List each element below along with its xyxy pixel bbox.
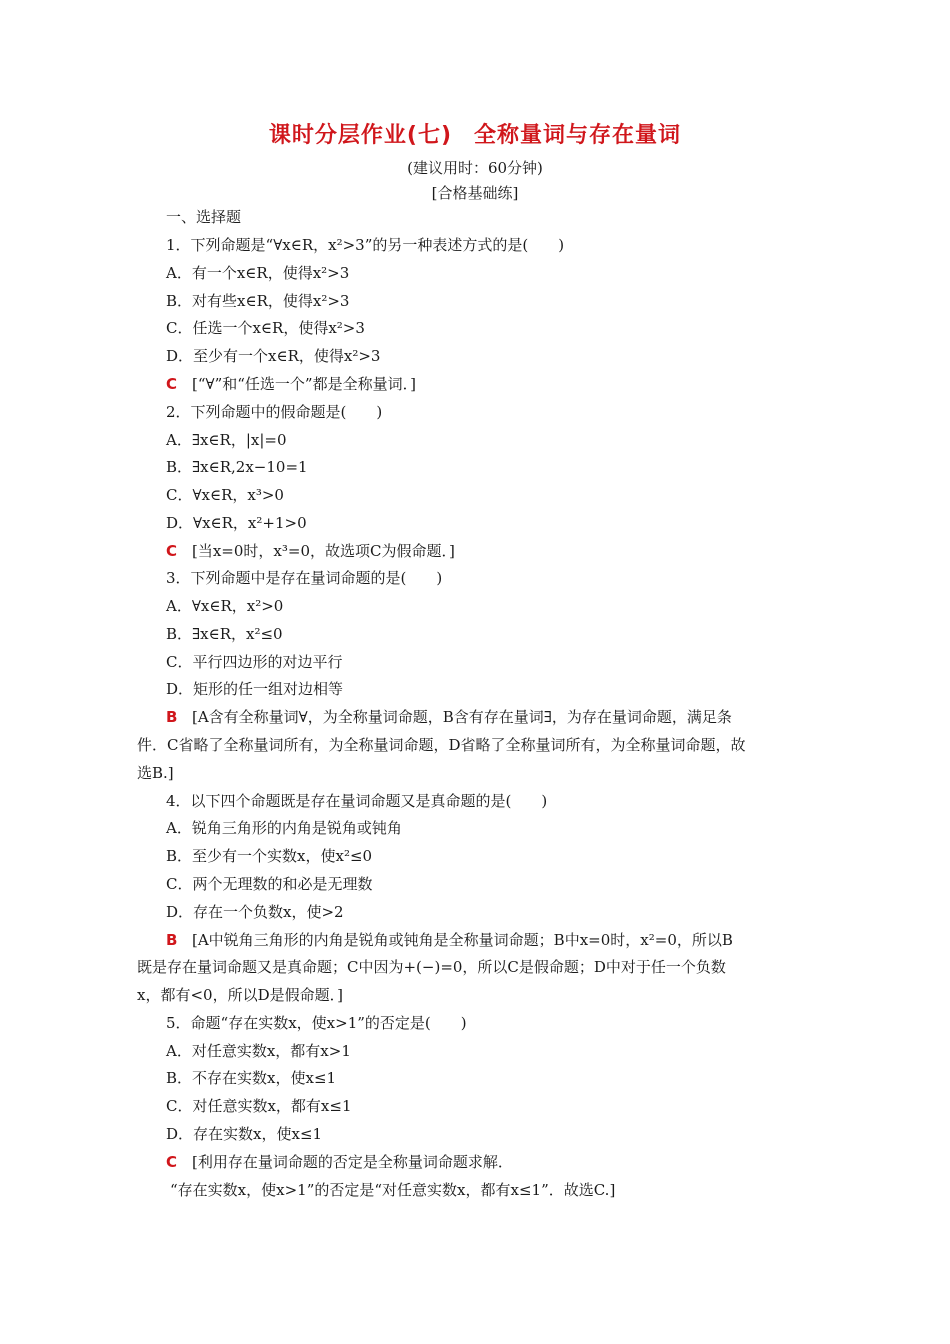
q4-option-c: C．两个无理数的和必是无理数	[166, 875, 373, 893]
answer-letter: C	[166, 375, 178, 393]
q5-option-a: A．对任意实数x，都有x>1	[166, 1042, 351, 1060]
q2-answer: C [当x=0时，x³=0，故选项C为假命题．]	[166, 542, 455, 560]
section-heading: 一、选择题	[166, 208, 242, 226]
q1-answer: C [“∀”和“任选一个”都是全称量词．]	[166, 375, 416, 393]
q5-explain-cont: “存在实数x，使x>1”的否定是“对任意实数x，都有x≤1”．故选C.]	[170, 1181, 616, 1199]
level-label: [合格基础练]	[431, 184, 519, 202]
q4-option-b: B．至少有一个实数x，使x²≤0	[166, 847, 373, 865]
q5-option-d: D．存在实数x，使x≤1	[166, 1125, 323, 1143]
q1-option-c: C．任选一个x∈R，使得x²>3	[166, 319, 365, 337]
q5-option-b: B．不存在实数x，使x≤1	[166, 1069, 337, 1087]
q2-option-d: D．∀x∈R，x²+1>0	[166, 514, 307, 532]
time-note: (建议用时：60分钟)	[407, 159, 543, 177]
q5-stem: 5．命题“存在实数x，使x>1”的否定是( )	[166, 1014, 467, 1032]
q3-answer: B [A含有全称量词∀，为全称量词命题，B含有存在量词∃，为存在量词命题，满足条	[166, 708, 732, 726]
q1-stem: 1．下列命题是“∀x∈R，x²>3”的另一种表述方式的是( )	[166, 236, 565, 254]
answer-letter: C	[166, 542, 178, 560]
q4-stem: 4．以下四个命题既是存在量词命题又是真命题的是( )	[166, 792, 548, 810]
q3-explain-cont: 选B.]	[137, 764, 174, 782]
q3-option-b: B．∃x∈R，x²≤0	[166, 625, 283, 643]
q2-option-a: A．∃x∈R，|x|=0	[166, 431, 287, 449]
q3-explain-cont: 件．C省略了全称量词所有，为全称量词命题，D省略了全称量词所有，为全称量词命题，故	[137, 736, 746, 754]
q1-option-b: B．对有些x∈R，使得x²>3	[166, 292, 350, 310]
q1-option-d: D．至少有一个x∈R，使得x²>3	[166, 347, 381, 365]
q3-option-a: A．∀x∈R，x²>0	[166, 597, 284, 615]
q3-option-d: D．矩形的任一组对边相等	[166, 680, 344, 698]
q2-stem: 2．下列命题中的假命题是( )	[166, 403, 383, 421]
q4-explain-cont: x，都有<0，所以D是假命题．]	[137, 986, 343, 1004]
q2-option-c: C．∀x∈R，x³>0	[166, 486, 284, 504]
page-title: 课时分层作业(七) 全称量词与存在量词	[268, 123, 682, 148]
q2-option-b: B．∃x∈R,2x−10=1	[166, 458, 308, 476]
answer-letter: B	[166, 708, 178, 726]
q5-answer: C [利用存在量词命题的否定是全称量词命题求解．	[166, 1153, 513, 1171]
q4-option-a: A．锐角三角形的内角是锐角或钝角	[166, 819, 402, 837]
answer-letter: C	[166, 1153, 178, 1171]
q3-option-c: C．平行四边形的对边平行	[166, 653, 343, 671]
q4-explain-cont: 既是存在量词命题又是真命题；C中因为+(−)=0，所以C是假命题；D中对于任一个负数	[137, 958, 726, 976]
answer-letter: B	[166, 931, 178, 949]
q5-option-c: C．对任意实数x，都有x≤1	[166, 1097, 352, 1115]
q4-answer: B [A中锐角三角形的内角是锐角或钝角是全称量词命题；B中x=0时，x²=0，所以B	[166, 931, 733, 949]
q1-option-a: A．有一个x∈R，使得x²>3	[166, 264, 350, 282]
q4-option-d: D．存在一个负数x，使>2	[166, 903, 344, 921]
q3-stem: 3．下列命题中是存在量词命题的是( )	[166, 569, 443, 587]
